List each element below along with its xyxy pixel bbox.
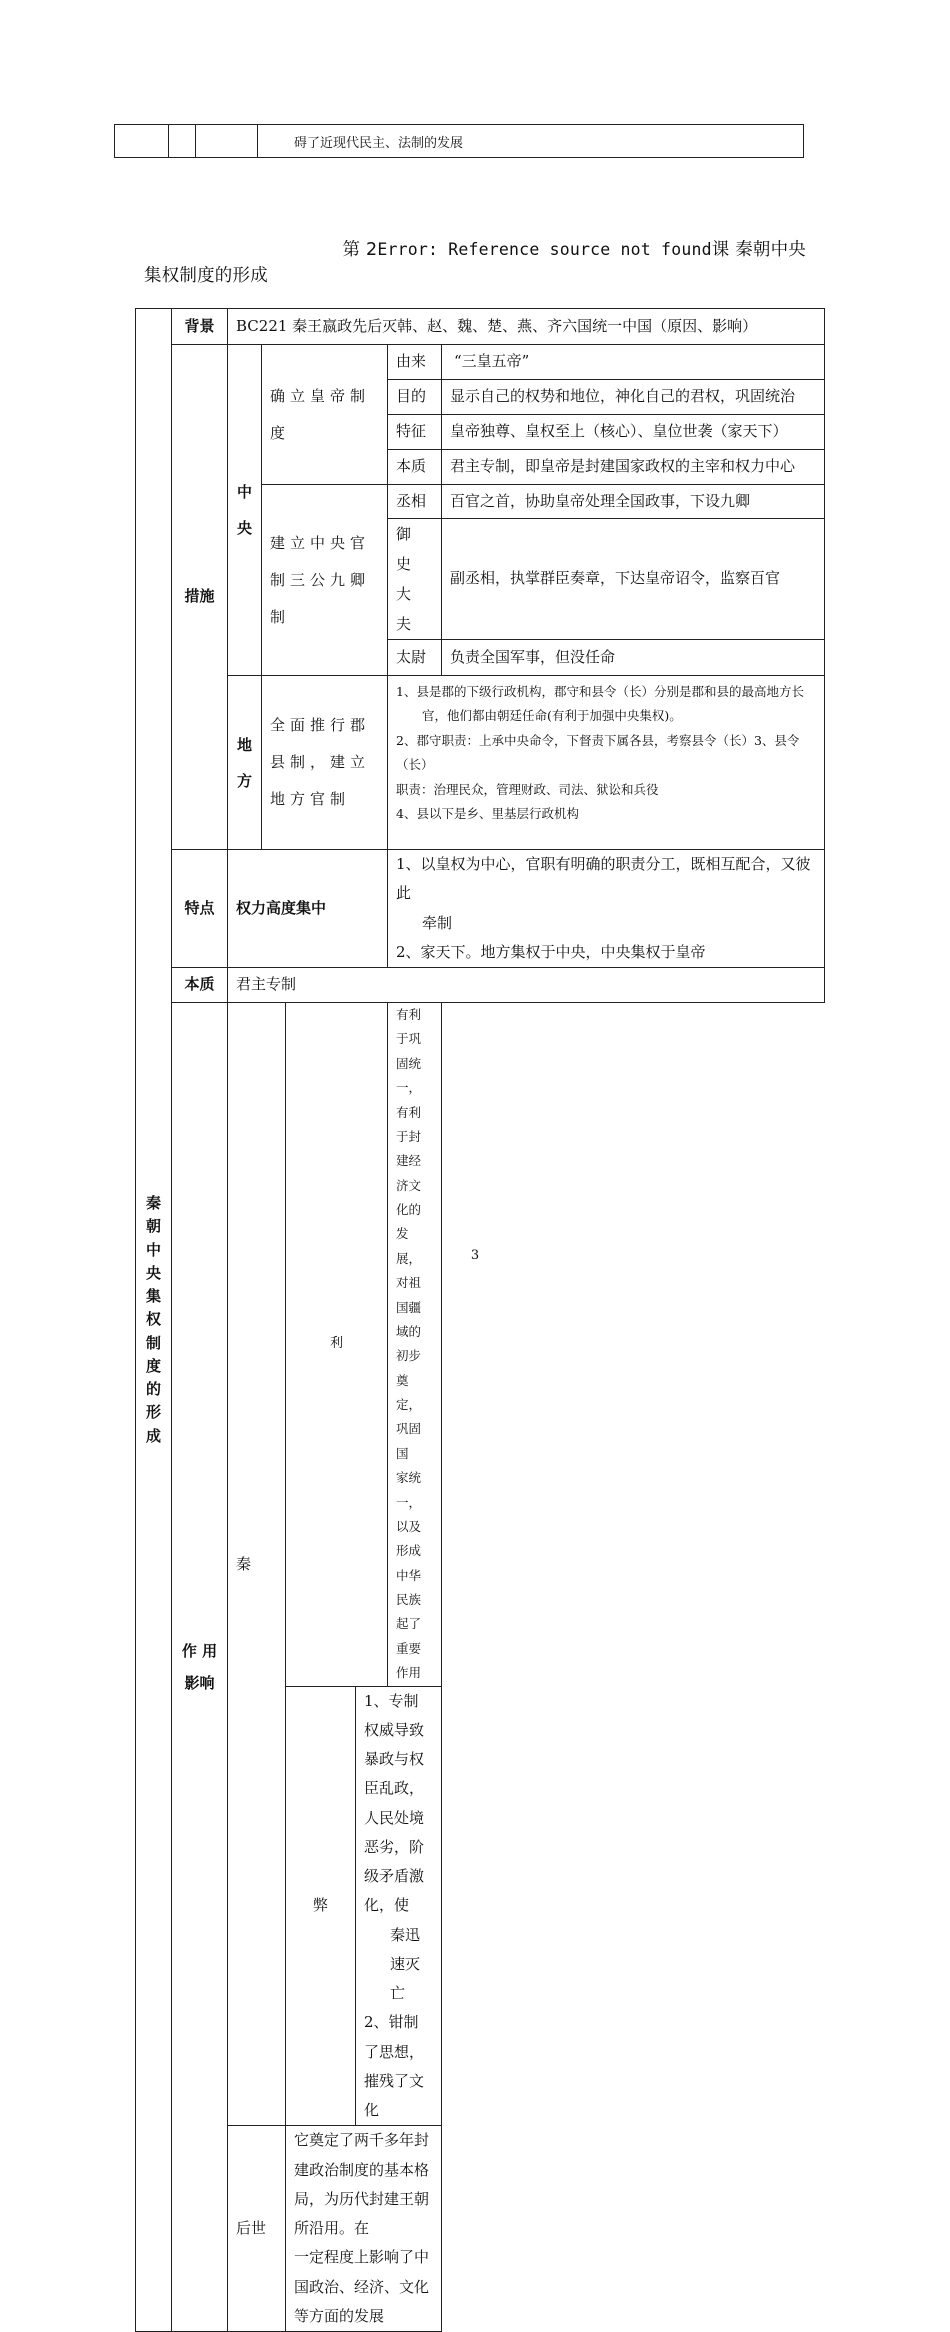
top-continuation-table [114,124,804,158]
reference-error: Error: Reference source not found [377,240,712,259]
top-cell-text: 碍了近现代民主、法制的发展 [258,125,804,158]
row-val-feature: 皇帝独尊、皇权至上（核心）、皇位世袭（家天下） [442,415,825,450]
later-label: 后世 [228,2126,286,2332]
row-val-nature: 君主专制，即皇帝是封建国家政权的主宰和权力中心 [442,450,825,485]
benefit-label: 利 [286,1003,388,1687]
central-label: 中 央 [228,345,262,676]
page-number: 3 [470,1248,480,1263]
impact-label: 作 用 影响 [172,1003,228,2332]
lesson-title: 第 2Error: Reference source not found课 秦朝中央 [342,240,806,260]
row-key-purpose: 目的 [388,380,442,415]
local-system-label: 全面推行郡县制，建立地方官制 [262,676,388,850]
features-label: 特点 [172,850,228,968]
local-label: 地 方 [228,676,262,850]
summary-table [135,308,825,2332]
row-val-censor: 副丞相，执掌群臣奏章，下达皇帝诏令，监察百官 [442,519,825,640]
row-val-chancellor: 百官之首，协助皇帝处理全国政事，下设九卿 [442,485,825,519]
row-key-marshal: 太尉 [388,640,442,676]
harm-label: 弊 [286,1686,356,2126]
background-text: BC221 秦王嬴政先后灭韩、赵、魏、楚、燕、齐六国统一中国（原因、影响） [228,309,825,345]
background-label: 背景 [172,309,228,345]
essence-text: 君主专制 [228,968,825,1003]
row-val-origin: “三皇五帝” [442,345,825,380]
top-cell-1 [115,125,169,158]
row-key-feature: 特征 [388,415,442,450]
side-title: 秦 朝 中 央 集 权 制 度 的 形 成 [136,309,172,2332]
row-val-purpose: 显示自己的权势和地位，神化自己的君权，巩固统治 [442,380,825,415]
features-sub-label: 权力高度集中 [228,850,388,968]
row-key-nature: 本质 [388,450,442,485]
row-key-censor: 御史大夫 [388,519,442,640]
harm-text: 1、专制权威导致暴政与权臣乱政，人民处境恶劣，阶级矛盾激化，使 秦迅速灭亡 2、钳制了思想，摧残了文化 [356,1686,442,2126]
lesson-title-line2: 集权制度的形成 [144,266,268,286]
official-system-label: 建立中央官制三公九卿制 [262,485,388,676]
row-val-marshal: 负责全国军事，但没任命 [442,640,825,676]
impact-qin-label: 秦 [228,1003,286,2126]
essence-label: 本质 [172,968,228,1003]
benefit-text: 有利于巩固统一，有利于封建经济文化的发展，对祖国疆域的初步奠定，巩固国 家统一，以及形成中华民族起了重要作用 [388,1003,442,1687]
top-cell-3 [196,125,258,158]
row-key-origin: 由来 [388,345,442,380]
top-cell-2 [169,125,196,158]
emperor-system-label: 确立皇帝制度 [262,345,388,485]
local-details: 1、县是郡的下级行政机构，郡守和县令（长）分别是郡和县的最高地方长 官，他们都由朝廷任命(有利于加强中央集权)。 2、郡守职责：上承中央命令，下督责下属各县，考察县令（长）3、县令（长） 职责：治理民众，管理财政、司法、狱讼和兵役 4、县以下是乡、里基层行政机构 [388,676,825,850]
row-key-chancellor: 丞相 [388,485,442,519]
later-text: 它奠定了两千多年封建政治制度的基本格局，为历代封建王朝所沿用。在 一定程度上影响了中国政治、经济、文化等方面的发展 [286,2126,442,2332]
features-details: 1、以皇权为中心，官职有明确的职责分工，既相互配合，又彼此 牵制 2、家天下。地方集权于中央，中央集权于皇帝 [388,850,825,968]
measures-label: 措施 [172,345,228,850]
